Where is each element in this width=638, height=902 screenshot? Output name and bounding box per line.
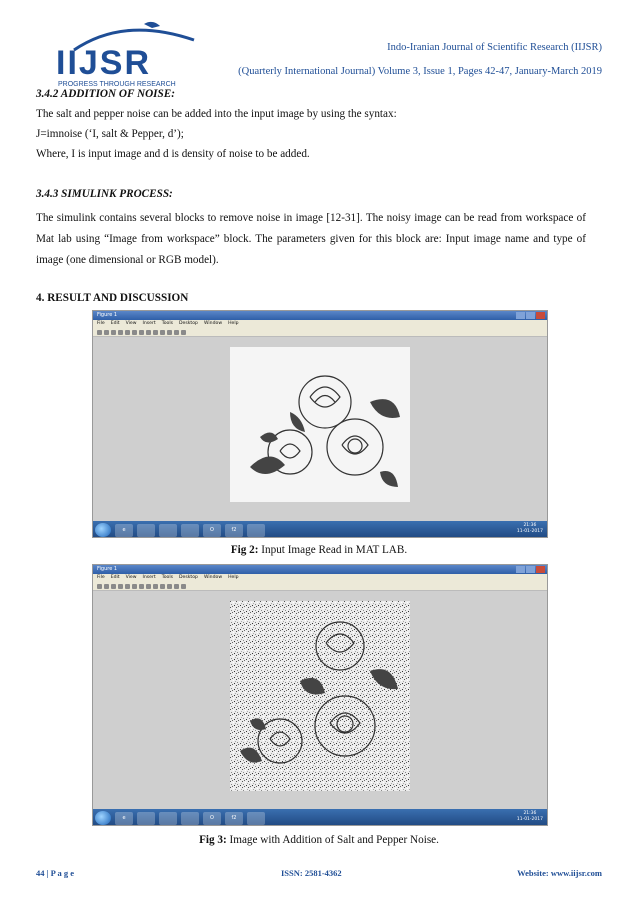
save-icon xyxy=(111,330,116,335)
menu-window: Window xyxy=(203,575,223,580)
rotate-icon xyxy=(153,330,158,335)
zoom-out-icon xyxy=(139,330,144,335)
opera-icon[interactable]: O xyxy=(203,524,221,537)
caption-text: Image with Addition of Salt and Pepper Noise. xyxy=(226,834,439,846)
rose-drawing xyxy=(230,347,410,502)
clock: 21:36 11-01-2017 xyxy=(516,811,543,822)
code-line: J=imnoise (‘I, salt & Pepper, d’); xyxy=(36,128,184,140)
matlab-icon[interactable] xyxy=(247,524,265,537)
print-icon xyxy=(118,330,123,335)
save-icon xyxy=(111,584,116,589)
menu-view: View xyxy=(125,575,137,580)
noisy-rose-image xyxy=(230,601,410,791)
zoom-in-icon xyxy=(132,330,137,335)
journal-issue: (Quarterly International Journal) Volume 3, Issue 1, Pages 42-47, January-March 2019 xyxy=(238,66,602,77)
pointer-icon xyxy=(125,330,130,335)
open-icon xyxy=(104,330,109,335)
windows-taskbar xyxy=(93,521,547,538)
issn: ISSN: 2581-4362 xyxy=(281,868,342,878)
close-icon xyxy=(536,312,545,319)
menu-edit: Edit xyxy=(110,321,120,326)
print-icon xyxy=(118,584,123,589)
menu-desktop: Desktop xyxy=(179,575,198,580)
journal-name: Indo-Iranian Journal of Scientific Research (IIJSR) xyxy=(387,42,602,53)
paragraph: The salt and pepper noise can be added into the input image by using the syntax: xyxy=(36,108,397,120)
data-cursor-icon xyxy=(160,584,165,589)
figure-canvas xyxy=(93,337,547,521)
colorbar-icon xyxy=(181,330,186,335)
figure-2-screenshot xyxy=(92,310,548,538)
windows-taskbar xyxy=(93,809,547,826)
section-heading-3-4-3: 3.4.3 SIMULINK PROCESS: xyxy=(36,188,173,200)
window-title: Figure 1 xyxy=(97,312,118,318)
caption-label: Fig 2: xyxy=(230,544,259,556)
rose-image xyxy=(230,347,410,502)
website: Website: www.iijsr.com xyxy=(517,868,602,878)
data-cursor-icon xyxy=(160,330,165,335)
menu-file: File xyxy=(97,575,105,580)
menu-edit: Edit xyxy=(110,575,120,580)
menu-bar xyxy=(93,320,547,328)
window-titlebar xyxy=(93,311,547,320)
minimize-icon xyxy=(516,566,525,573)
start-button[interactable] xyxy=(95,811,111,825)
journal-logo xyxy=(44,20,204,92)
new-icon xyxy=(97,330,102,335)
chrome-icon[interactable] xyxy=(181,524,199,537)
paragraph: Where, I is input image and d is density of noise to be added. xyxy=(36,148,310,160)
folder-icon[interactable] xyxy=(137,812,155,825)
section-heading-4: 4. RESULT AND DISCUSSION xyxy=(36,292,189,304)
menu-insert: Insert xyxy=(142,575,156,580)
figure-3-caption xyxy=(36,834,602,846)
page-header xyxy=(36,14,602,88)
media-icon[interactable] xyxy=(159,812,177,825)
taskbar-app[interactable]: f2 xyxy=(225,812,243,825)
logo-text: IIJSR xyxy=(56,44,152,82)
zoom-out-icon xyxy=(139,584,144,589)
pan-icon xyxy=(146,330,151,335)
figure-3-screenshot xyxy=(92,564,548,826)
brush-icon xyxy=(167,584,172,589)
menu-desktop: Desktop xyxy=(179,321,198,326)
open-icon xyxy=(104,584,109,589)
menu-help: Help xyxy=(228,575,239,580)
caption-text: Input Image Read in MAT LAB. xyxy=(258,544,408,556)
opera-icon[interactable]: O xyxy=(203,812,221,825)
clock: 21:36 11-01-2017 xyxy=(516,523,543,534)
window-title: Figure 1 xyxy=(97,566,118,572)
logo-tagline: PROGRESS THROUGH RESEARCH xyxy=(58,81,176,88)
chrome-icon[interactable] xyxy=(181,812,199,825)
rotate-icon xyxy=(153,584,158,589)
ie-icon[interactable]: e xyxy=(115,524,133,537)
menu-insert: Insert xyxy=(142,321,156,326)
window-titlebar xyxy=(93,565,547,574)
legend-icon xyxy=(174,584,179,589)
menu-bar xyxy=(93,574,547,582)
new-icon xyxy=(97,584,102,589)
taskbar-app[interactable]: f2 xyxy=(225,524,243,537)
legend-icon xyxy=(174,330,179,335)
start-button[interactable] xyxy=(95,523,111,537)
toolbar xyxy=(93,328,547,337)
menu-help: Help xyxy=(228,321,239,326)
section-heading-3-4-2: 3.4.2 ADDITION OF NOISE: xyxy=(36,88,175,100)
media-icon[interactable] xyxy=(159,524,177,537)
menu-window: Window xyxy=(203,321,223,326)
maximize-icon xyxy=(526,566,535,573)
maximize-icon xyxy=(526,312,535,319)
menu-view: View xyxy=(125,321,137,326)
pan-icon xyxy=(146,584,151,589)
brush-icon xyxy=(167,330,172,335)
figure-canvas xyxy=(93,591,547,809)
noisy-rose-drawing xyxy=(230,601,410,791)
paragraph: The simulink contains several blocks to remove noise in image [12-31]. The noisy image can be read from workspace of Mat lab using “Image from workspace” block. The parameters given for this block are: Input image name and type of image (one dimensional or RGB model). xyxy=(36,212,586,266)
pointer-icon xyxy=(125,584,130,589)
menu-file: File xyxy=(97,321,105,326)
zoom-in-icon xyxy=(132,584,137,589)
close-icon xyxy=(536,566,545,573)
ie-icon[interactable]: e xyxy=(115,812,133,825)
colorbar-icon xyxy=(181,584,186,589)
folder-icon[interactable] xyxy=(137,524,155,537)
minimize-icon xyxy=(516,312,525,319)
toolbar xyxy=(93,582,547,591)
page-number: 44 | P a g e xyxy=(36,868,74,878)
matlab-icon[interactable] xyxy=(247,812,265,825)
menu-tools: Tools xyxy=(161,575,174,580)
menu-tools: Tools xyxy=(161,321,174,326)
caption-label: Fig 3: xyxy=(199,834,227,846)
figure-2-caption xyxy=(36,544,602,556)
